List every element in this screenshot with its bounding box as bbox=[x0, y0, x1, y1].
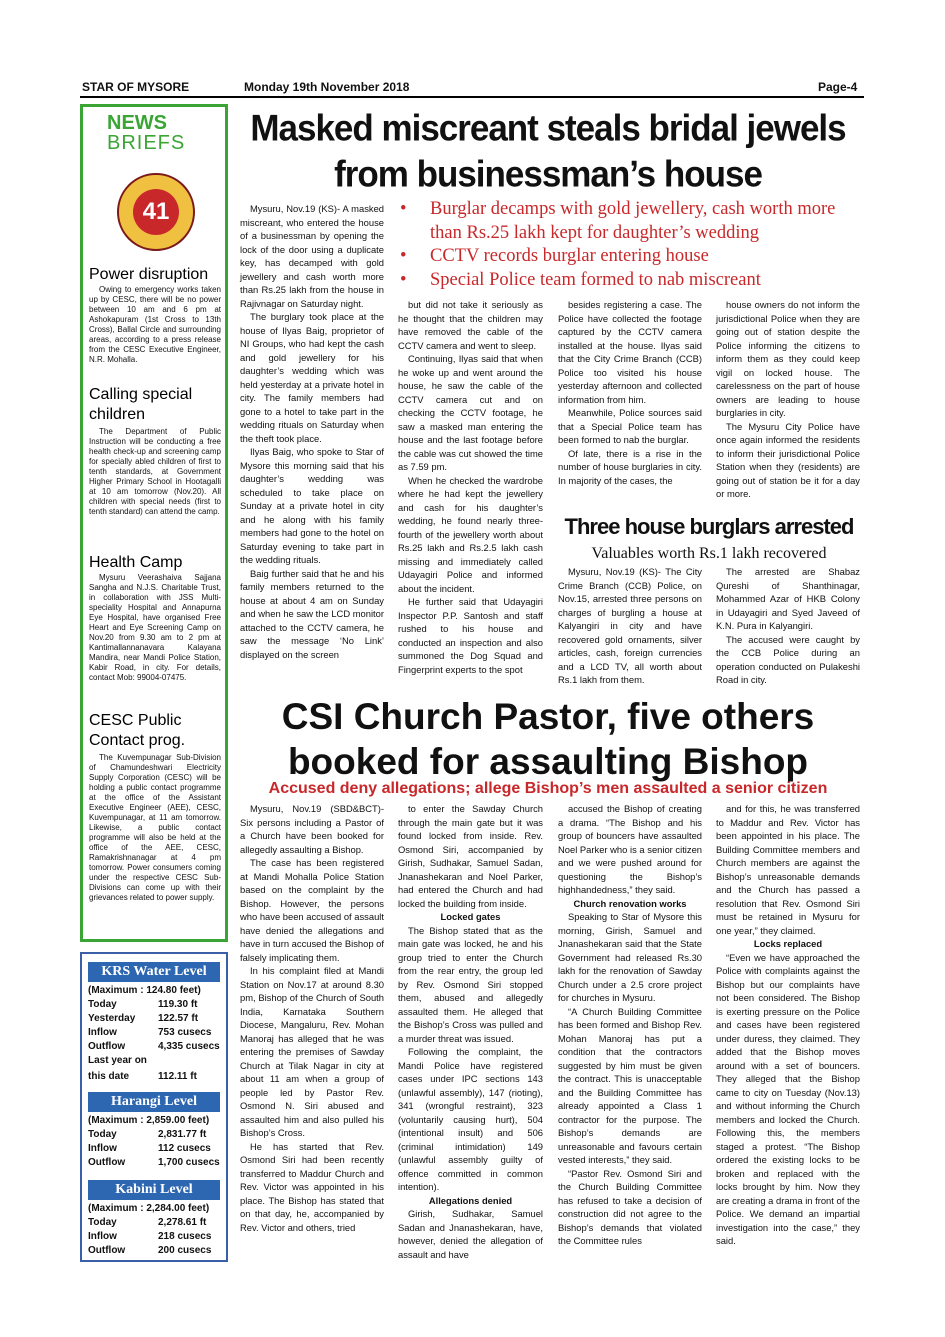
story3-column-4: and for this, he was transferred to Maddur and Rev. Victor has been appointed in his place. The Building Committee members and Church members are against the Bishop’s unreasonable demands and the Church has passed a resolution that Rev. Osmond Siri must be retained in Mysuru for one year,” they claimed. Locks replaced “Even we have approached the Police with complaints against the Bishop but our complaints have not been considered. The Bishop is exerting pressure on the Police and cases have been registered under duress, they claimed. They added that the Bishop moves around with a set of bouncers. They alleged that the Bishop came to city on Tuesday (Nov.13) and without informing the Church members and locked the Church. Following this, the members staged a protest. “The Bishop ordered the existing locks to be broken and replaced with the locks brought by him. Now they are creating a drama in front of the Police. We demand an impartial investigation into the case,” they said. bbox=[716, 803, 860, 1246]
table-row: Outflow 1,700 cusecs bbox=[88, 1157, 220, 1168]
brief-heading: CESC Public Contact prog. bbox=[89, 712, 186, 749]
table-row: Today 2,831.77 ft bbox=[88, 1129, 207, 1140]
table-row: Last year on bbox=[88, 1055, 147, 1066]
story3-subhead: Accused deny allegations; allege Bishop’s men assaulted a senior citizen bbox=[268, 780, 828, 797]
table-row: Today 2,278.61 ft bbox=[88, 1217, 207, 1228]
list-item: • CCTV records burglar entering house bbox=[398, 245, 858, 269]
table-row: Outflow 4,335 cusecs bbox=[88, 1041, 220, 1052]
story1-column-2: but did not take it seriously as he thought that the children may have removed the cable of the CCTV camera and went to sleep. Continuing, Ilyas said that when he woke up and went around the house, he saw the cable of the CCTV camera cut and on checking the CCTV footage, he saw a masked man entering the house and the last footage before the cable was cut showed the time as 7.59 pm. When he checked the wardrobe where he had kept the jewellery and cash for his daughter’s wedding, he found nearly three-fourth of the jewellery worth about Rs.25 lakh and Rs.2.5 lakh cash missing and immediately called Udayagiri Police and informed about the incident. He further said that Udayagiri Inspector P.P. Santosh and staff rushed to his house and conducted an inspection and also summoned the Dog Squad and Fingerprint experts to the spot bbox=[398, 299, 543, 675]
table-row: this date 112.11 ft bbox=[88, 1071, 197, 1082]
harangi-title: Harangi Level bbox=[88, 1092, 220, 1112]
page-number: Page-4 bbox=[818, 80, 858, 94]
story1-headline: Masked miscreant steals bridal jewels from businessman’s house bbox=[250, 107, 846, 196]
header-rule bbox=[80, 96, 864, 98]
table-row: Outflow 200 cusecs bbox=[88, 1245, 212, 1256]
kabini-title: Kabini Level bbox=[88, 1180, 220, 1200]
table-row: Inflow 753 cusecs bbox=[88, 1027, 212, 1038]
news-briefs-subtitle: BRIEFS bbox=[107, 132, 186, 154]
story3-column-3: accused the Bishop of creating a drama. “The Bishop and his group of bouncers have assaulted Noel Parker who is a senior citizen and we were pushed around for questioning the Bishop’s highhandedness,” they said. Church renovation works Speaking to Star of Mysore this morning, Girish, Samuel and Jnanashekaran said that the State Government had released Rs.30 lakh for the renovation of Sawday Church under a 2.5 crore project for churches in Mysuru. “A Church Building Committee has been formed and Bishop Rev. Mohan Manoraj has put a condition that the contractors suggested by him must be given the contract. This is unacceptable and the Building Committee has already appointed a Class 1 contractor for the purpose. The Bishop’s demands are unreasonable and favours certain vested interests,” they said. “Pastor Rev. Osmond Siri and the Church Building Committee has refused to take a decision of construction did not agree to the Bishop’s demands that violated the Committee rules bbox=[558, 803, 702, 1246]
brief-body: The Kuvempunagar Sub-Division of Chamundeshwari Electricity Supply Corporation (CESC) will be holding a public contact programme at the office of the Assistant Executive Engineer (AEE), CESC, Kuvempunagar, at 11 am tomorrow. Likewise, a public contact programme will also be held at the office of the AEE, CESC, Ramakrishnanagar at 4 pm tomorrow. Power consumers coming under the respective CESC Sub-Divisions can come up with their grievances related to power supply. bbox=[89, 753, 221, 902]
water-levels-box bbox=[80, 952, 228, 1262]
brief-heading: Calling special children bbox=[89, 386, 193, 423]
list-item: • Burglar decamps with gold jewellery, cash worth more than Rs.25 lakh kept for daughter’s wedding bbox=[398, 198, 858, 245]
news-briefs-sidebar bbox=[80, 104, 228, 942]
story3-column-2: to enter the Sawday Church through the main gate but it was found locked from inside. Rev. Osmond Siri, accompanied by Girish, Sudhakar, Samuel Sadan, Jnanashekaran and Noel Parker, had entered the Church and had locked the building from inside. Locked gates The Bishop stated that as the main gate was locked, he and his group tried to enter the Church from the rear entry, the group led by Rev. Osmond Siri stopped them, abused and allegedly assaulted them. He alleged that the Bishop’s Cross was pulled and a murder threat was issued. Following the complaint, the Mandi Police have registered cases under IPC sections 143 (unlawful assembly), 147 (rioting), 341 (wrongful restraint), 323 (voluntarily causing hurt), 504 (intentional insult) and 506 (criminal intimidation) 149 (unlawful assembly guilty of offence committed in common intention). Allegations denied Girish, Sudhakar, Samuel Sadan and Jnanashekaran, have, however, denied the allegation of assault and have bbox=[398, 803, 543, 1260]
brief-heading: Health Camp bbox=[89, 554, 183, 571]
krs-max: (Maximum : 124.80 feet) bbox=[88, 985, 201, 996]
story1-column-3: besides registering a case. The Police have collected the footage captured by the CCTV camera installed at the house. Ilyas said that the City Crime Branch (CCB) Police too visited his house yesterday afternoon and collected information from him. Meanwhile, Police sources said that a Special Police team has been formed to nab the burglar. Of late, there is a rise in the number of house burglaries in city. In majority of the cases, the bbox=[558, 299, 702, 486]
brief-body: Owing to emergency works taken up by CESC, there will be no power between 10 am and 6 pm at Ashokapuram (1st Cross to 13th Cross), Ballal Circle and surrounding areas, according to a press release from the CESC Executive Engineer, N.R. Mohalla. bbox=[89, 285, 221, 364]
story3-column-1: Mysuru, Nov.19 (SBD&BCT)- Six persons including a Pastor of a Church have been booked for allegedly assaulting a Bishop. The case has been registered at Mandi Mohalla Police Station based on the complaint by the Bishop. However, the persons who have been accused of assault have denied the allegations and have in turn accused the Bishop of falsely implicating them. In his complaint filed at Mandi Station on Nov.17 at around 8.30 pm, Bishop of the Church of South India, Karnataka Southern Diocese, Mangaluru, Rev. Mohan Manoraj has alleged that he was entering the premises of Sawday Church at Tilak Nagar in city at about 11 am when a group of people led by Pastor Rev. Osmond N. Siri abused and assaulted him and also pulled his Bishop’s Cross. He has started that Rev. Osmond Siri had been recently transferred to Maddur Church and Rev. Victor was appointed in his place. The Bishop has stated that on that day, he, accompanied by Rev. Victor and others, tried bbox=[240, 803, 384, 1233]
brief-body: The Department of Public Instruction will be conducting a free health check-up and screening camp for specially abled children of first to tenth standards, at Government Higher Primary School in Hootagalli at 10 am tomorrow (Nov.20). All children with special needs (first to tenth standard) can attend the camp. bbox=[89, 427, 221, 516]
story2-column-1: Mysuru, Nov.19 (KS)- The City Crime Branch (CCB) Police, on Nov.15, arrested three persons on charges of burgling a house at Kalyangiri in city and have recovered gold ornaments, silver articles, cash, foreign currencies and a LCD TV, all worth about Rs.1 lakh from them. bbox=[558, 566, 702, 685]
krs-title: KRS Water Level bbox=[88, 962, 220, 982]
harangi-max: (Maximum : 2,859.00 feet) bbox=[88, 1115, 210, 1126]
star-of-mysore-logo bbox=[117, 173, 195, 251]
table-row: Inflow 112 cusecs bbox=[88, 1143, 211, 1154]
issue-date: Monday 19th November 2018 bbox=[244, 80, 410, 94]
story1-column-1: Mysuru, Nov.19 (KS)- A masked miscreant, who entered the house of a businessman by opening the lock of the door using a duplicate key, has decamped with gold jewellery and cash worth more than Rs.25 lakh from the house in Rajivnagar on Saturday night. The burglary took place at the house of Ilyas Baig, proprietor of NI Groups, who had kept the cash and gold jewellery for his daughter’s wedding which was held yesterday at a private hotel in city. The family members had gone to a hotel to take part in the wedding rituals on Saturday when the theft took place. Ilyas Baig, who spoke to Star of Mysore this morning said that his daughter’s wedding was scheduled to take place on Sunday at a private hotel in city and he along with his family members had gone to the hotel on Saturday evening to take part in the wedding rituals. Baig further said that he and his family members returned to the house at about 4 am on Sunday and when he saw the LCD monitor attached to the CCTV camera, he saw the message ‘No Link’ displayed on the screen bbox=[240, 203, 384, 660]
story2-column-2: The arrested are Shabaz Qureshi of Shanthinagar, Mohammed Azar of HKB Colony in Udayagiri and Syed Javeed of K.N. Pura in Kalyangiri. The accused were caught by the CCB Police during an operation conducted on Pulakeshi Road in city. bbox=[716, 566, 860, 685]
story1-column-4: house owners do not inform the jurisdictional Police when they are going out of station despite the Police informing the citizens to inform them as they could keep vigil on locked house. The carelessness on the part of house owners are leading to house burglaries in city. The Mysuru City Police have once again informed the residents to inform their jurisdictional Police Station when they (residents) are going out of station be it for a day or more. bbox=[716, 299, 860, 499]
brief-body: Mysuru Veerashaiva Sajjana Sangha and N.J.S. Charitable Trust, in collaboration with JSS Multi-speciality Hospital and Annapurna Eye Hospital, have organised Free Heart and Eye Screening Camp on Nov.20 from 9.30 am to 2 pm at Kantimallannanavara Kalayana Mandira, near Mandi Police Station, Kabir Road, in city. For details, contact Mob: 99004-07475. bbox=[89, 573, 221, 682]
story2-headline: Three house burglars arrested bbox=[564, 514, 854, 539]
kabini-max: (Maximum : 2,284.00 feet) bbox=[88, 1203, 210, 1214]
paper-name: STAR OF MYSORE bbox=[82, 80, 190, 94]
story1-bullets bbox=[398, 198, 858, 292]
table-row: Today 119.30 ft bbox=[88, 999, 198, 1010]
story3-headline: CSI Church Pastor, five others booked for assaulting Bishop bbox=[281, 696, 815, 782]
brief-heading: Power disruption bbox=[89, 266, 209, 283]
logo-number: 41 bbox=[133, 189, 179, 235]
table-row: Yesterday 122.57 ft bbox=[88, 1013, 199, 1024]
table-row: Inflow 218 cusecs bbox=[88, 1231, 212, 1242]
news-briefs-title: NEWS bbox=[107, 112, 167, 134]
story2-subhead: Valuables worth Rs.1 lakh recovered bbox=[591, 545, 827, 562]
list-item: • Special Police team formed to nab miscreant bbox=[398, 269, 858, 293]
